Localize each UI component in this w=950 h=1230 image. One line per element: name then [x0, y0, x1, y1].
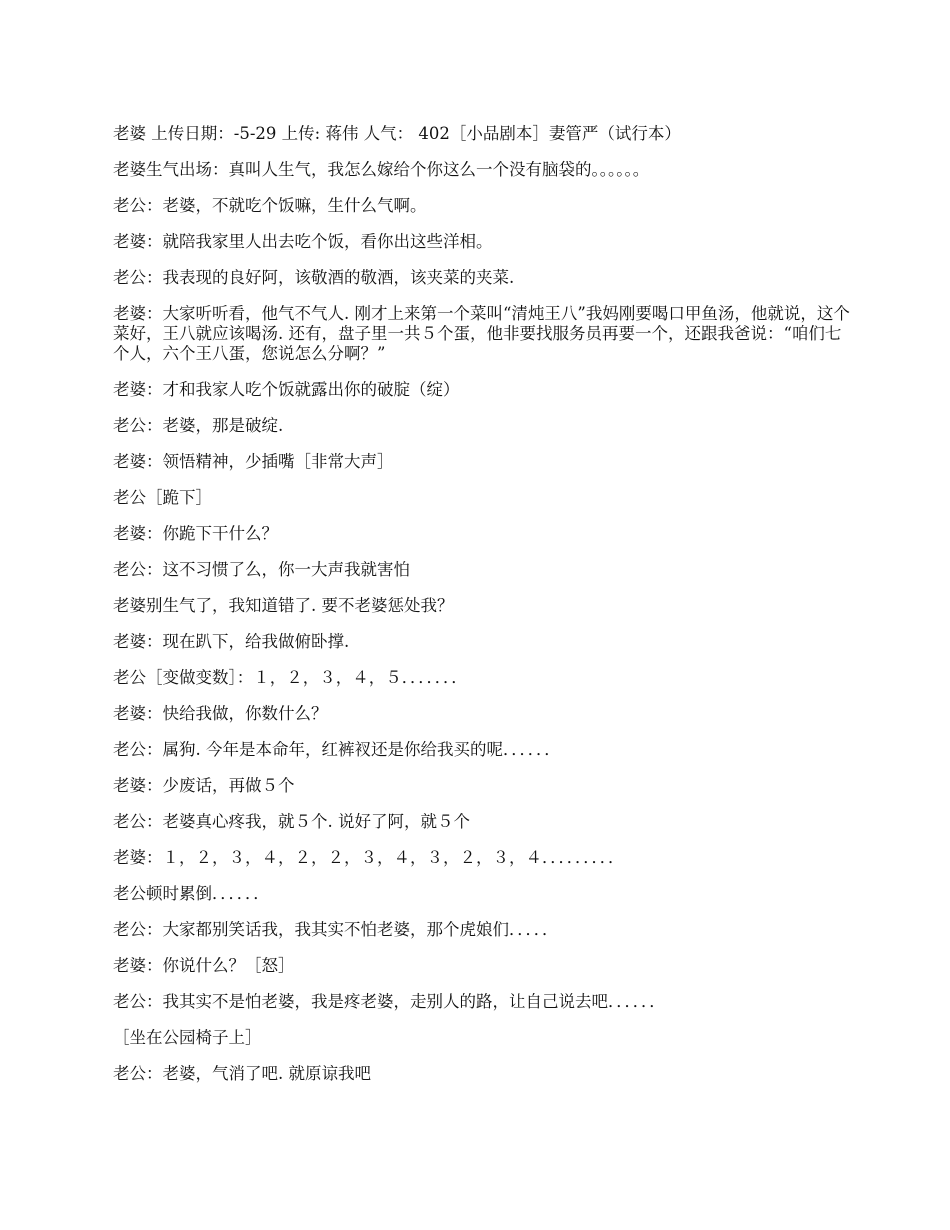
paragraph: 老婆：才和我家人吃个饭就露出你的破腚（绽） [113, 380, 460, 399]
paragraph: 老公：我其实不是怕老婆，我是疼老婆，走别人的路，让自己说去吧．．．．．． [113, 992, 666, 1011]
paragraph: 老婆：领悟精神，少插嘴［非常大声］ [113, 452, 394, 471]
paragraph: 老公：我表现的良好阿，该敬酒的敬酒，该夹菜的夹菜. [113, 268, 515, 287]
paragraph: 老公：老婆，不就吃个饭嘛，生什么气啊。 [113, 196, 427, 215]
paragraph: 老公［跪下］ [113, 488, 212, 507]
paragraph: 老婆：现在趴下，给我做俯卧撑. [113, 632, 350, 651]
paragraph: 老公：这不习惯了么，你一大声我就害怕 [113, 560, 410, 579]
paragraph: 老婆：１，２，３，４，２，２，３，４，３，２，３，４．．．．．．．．． [113, 848, 625, 867]
paragraph: 老公：老婆，那是破绽. [113, 416, 284, 435]
paragraph: 老婆：快给我做，你数什么？ [113, 704, 328, 723]
document-body [113, 124, 853, 1100]
paragraph: 老公：老婆真心疼我，就５个. 说好了阿，就５个 [113, 812, 470, 831]
paragraph: 老婆：大家听听看，他气不气人. 刚才上来第一个菜叫“清炖王八”我妈刚要喝口甲鱼汤，他就说，这个菜好，王八就应该喝汤. 还有，盘子里一共５个蛋，他非要找服务员再要一个，还跟我爸说：“咱们七个人，六个王八蛋，您说怎么分啊？” [113, 304, 850, 363]
paragraph: 老公：大家都别笑话我，我其实不怕老婆，那个虎娘们．．．．． [113, 920, 559, 939]
paragraph: 老公：属狗. 今年是本命年，红裤衩还是你给我买的呢．．．．．． [113, 740, 561, 759]
paragraph: 老婆别生气了，我知道错了. 要不老婆惩处我？ [113, 596, 454, 615]
paragraph: 老婆：你跪下干什么？ [113, 524, 278, 543]
paragraph: ［坐在公园椅子上］ [113, 1028, 262, 1047]
paragraph: 老婆：就陪我家里人出去吃个饭，看你出这些洋相。 [113, 232, 493, 251]
paragraph-header: 老婆 上传日期：-5-29 上传: 蒋伟 人气： 402［小品剧本］妻管严（试行本） [113, 124, 681, 143]
paragraph: 老公：老婆，气消了吧. 就原谅我吧 [113, 1064, 371, 1083]
paragraph: 老公顿时累倒．．．．．． [113, 884, 270, 903]
paragraph: 老婆：少废话，再做５个 [113, 776, 295, 795]
paragraph: 老婆：你说什么？［怒］ [113, 956, 295, 975]
paragraph: 老公［变做变数］：１，２，３，４，５．．．．．．． [113, 668, 468, 687]
paragraph: 老婆生气出场：真叫人生气，我怎么嫁给个你这么一个没有脑袋的。。。。。。 [113, 160, 650, 179]
